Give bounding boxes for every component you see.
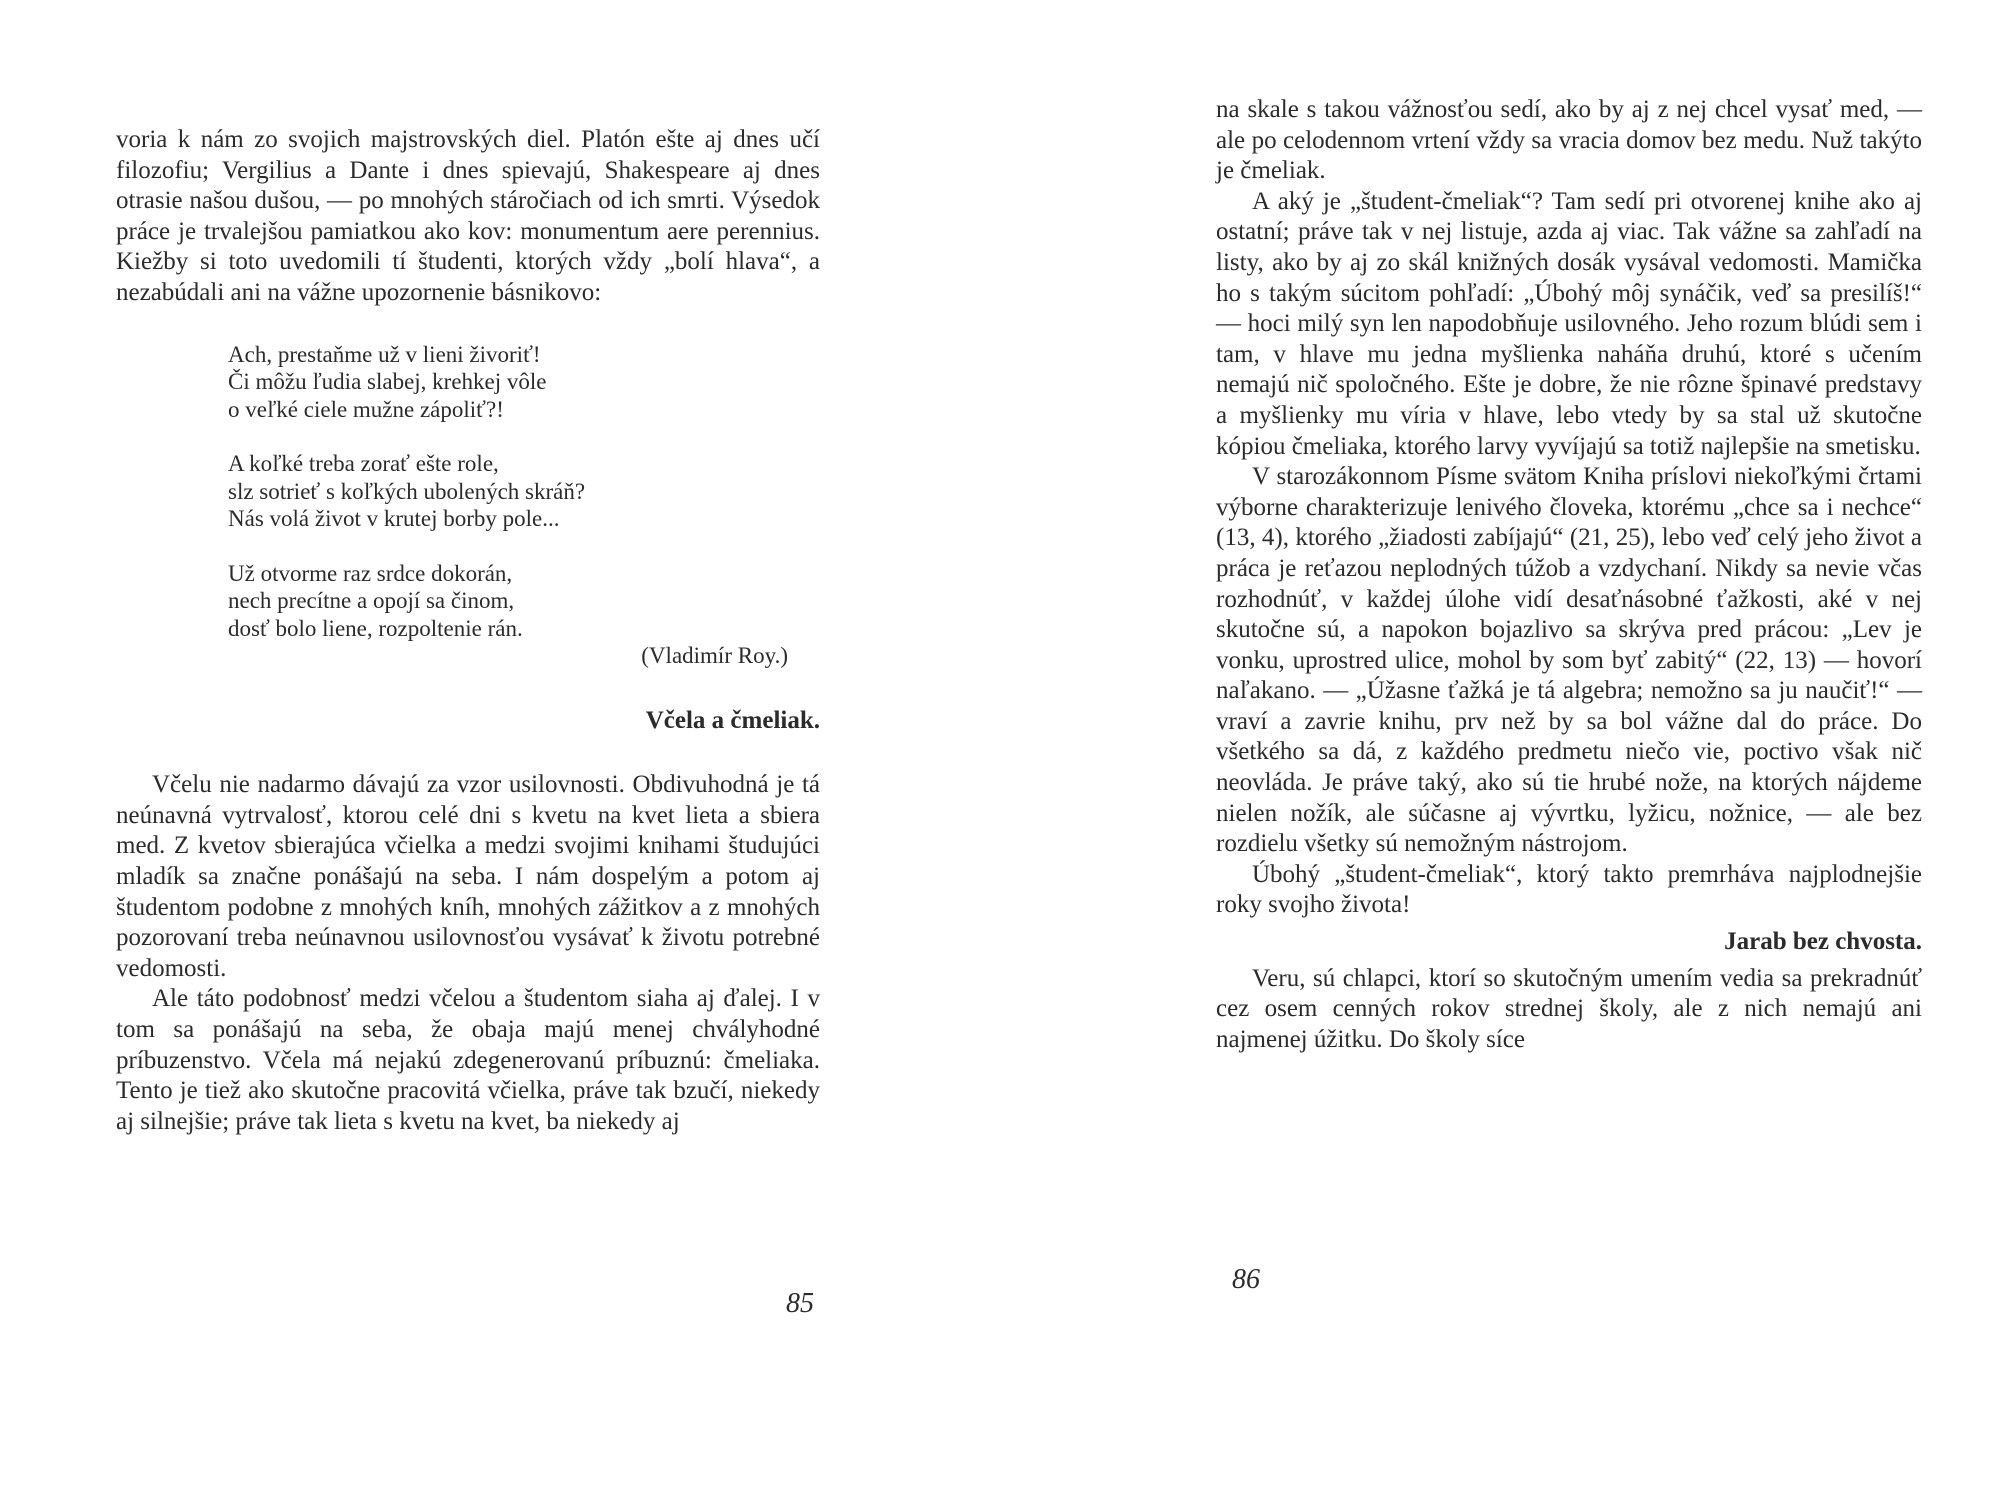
poem-stanza-1 — [228, 341, 820, 424]
poem-line: o veľké ciele mužne zápoliť?! — [228, 396, 504, 422]
left-paragraph-2: Včelu nie nadarmo dávajú za vzor usilovnosti. Obdivuhodná je tá neúnavná vytrvalosť, ktorou celé dni s kvetu na kvet lieta a sbiera med. Z kvetov sbierajúca včielka a medzi svojimi knihami študujúci mladík sa značne ponášajú na seba. I nám dospelým a potom aj študentom podobne z mnohých kníh, mnohých zážitkov a z mnohých pozorovaní treba neúnavnou usilovnosťou vysávať k životu potrebné vedomosti. — [116, 771, 820, 982]
right-page — [1216, 95, 1922, 1055]
poem-line: Či môžu ľudia slabej, krehkej vôle — [228, 369, 547, 395]
page-number-left: 85 — [786, 1288, 814, 1319]
left-paragraph-1: voria k nám zo svojich majstrovských diel. Platón ešte aj dnes učí filozofiu; Vergilius a Dante i dnes spievajú, Shakespeare aj dnes otrasie našou dušou, — po mnohých stáročiach od ich smrti. Výsedok práce je trvalejšou pamiatkou ako kov: monumentum aere perennius. Kiežby si toto uvedomili tí študenti, ktorých vždy „bolí hlava“, a nezabúdali ani na vážne upozornenie básnikovo: — [116, 126, 820, 306]
poem-line: Ach, prestaňme už v lieni živoriť! — [228, 341, 541, 367]
left-paragraph-3: Ale táto podobnosť medzi včelou a študentom siaha aj ďalej. I v tom sa ponášajú na seba, že obaja majú menej chvályhodné príbuzenstvo. Včela má nejakú zdegenerovanú príbuznú: čmeliaka. Tento je tiež ako skutočne pracovitá včielka, práve tak bzučí, niekedy aj silnejšie; práve tak lieta s kvetu na kvet, ba niekedy aj — [116, 985, 820, 1135]
poem-line: nech precítne a opojí sa činom, — [228, 588, 515, 614]
poem-stanza-2 — [228, 450, 820, 533]
right-paragraph-1: na skale s takou vážnosťou sedí, ako by aj z nej chcel vysať med, — ale po celodennom vrtení vždy sa vracia domov bez medu. Nuž takýto je čmeliak. — [1216, 96, 1922, 185]
right-paragraph-3: V starozákonnom Písme svätom Kniha príslovi niekoľkými črtami výborne charakterizuje lenivého človeka, ktorému „chce sa i nechce“ (13, 4), ktorého „žiadosti zabíjajú“ (21, 25), lebo veď celý jeho život a práca je reťazou neplodných túžob a vzdychaní. Nikdy sa nevie včas rozhodnúť, v každej úlohe vidí desaťnásobné ťažkosti, aké v nej skutočne sú, a napokon bojazlivo sa skrýva pred prácou: „Lev je vonku, uprostred ulice, mohol by som byť zabitý“ (22, 13) — hovorí naľakano. — „Úžasne ťažká je tá algebra; nemožno sa ju naučiť!“ — vraví a zavrie knihu, prv než by sa bol vážne dal do práce. Do všetkého sa dá, z každého predmetu niečo vie, poctivo však nič neovláda. Je práve taký, ako sú tie hrubé nože, na ktorých nájdeme nielen nožík, ale súčasne aj vývrtku, lyžicu, nožnice, — ale bez rozdielu všetky sú nemožným nástrojom. — [1216, 463, 1922, 858]
poem-line: dosť bolo liene, rozpoltenie rán. — [228, 615, 523, 641]
poem-stanza-3 — [228, 560, 820, 643]
poem-line: Nás volá život v krutej borby pole... — [228, 506, 560, 532]
page-number-right: 86 — [1232, 1264, 1260, 1295]
poem-line: slz sotrieť s koľkých ubolených skráň? — [228, 478, 586, 504]
poem-line: Už otvorme raz srdce dokorán, — [228, 560, 513, 586]
poem — [228, 341, 820, 670]
section-heading-jarab-bez-chvosta: Jarab bez chvosta. — [1724, 928, 1922, 956]
right-paragraph-5: Veru, sú chlapci, ktorí so skutočným umením vedia sa prekradnúť cez osem cenných rokov strednej školy, ale z nich nemajú ani najmenej úžitku. Do školy síce — [1216, 964, 1922, 1053]
section-heading-vcela-a-cmeliak: Včela a čmeliak. — [645, 706, 820, 734]
left-page — [116, 125, 820, 1137]
right-paragraph-2: A aký je „študent-čmeliak“? Tam sedí pri otvorenej knihe ako aj ostatní; práve tak v nej listuje, azda aj viac. Tak vážne sa zahľadí na listy, ako by aj zo skál knižných dosák vysával vedomosti. Mamička ho s takým súcitom pohľadí: „Úbohý môj synáčik, veď sa presilíš!“ — hoci milý syn len napodobňuje usilovného. Jeho rozum blúdi sem i tam, v hlave mu jedna myšlienka naháňa druhú, ktoré s učením nemajú nič spoločného. Ešte je dobre, že nie rôzne špinavé predstavy a myšlienky mu víria v hlave, lebo vtedy by sa stal už skutočne kópiou čmeliaka, ktorého larvy vyvíjajú sa totiž najlepšie na smetisku. — [1216, 187, 1922, 460]
poem-attribution: (Vladimír Roy.) — [641, 643, 788, 669]
poem-line: A koľké treba zorať ešte role, — [228, 451, 499, 477]
right-paragraph-4: Úbohý „študent-čmeliak“, ktorý takto premrháva najplodnejšie roky svojho života! — [1216, 860, 1922, 919]
